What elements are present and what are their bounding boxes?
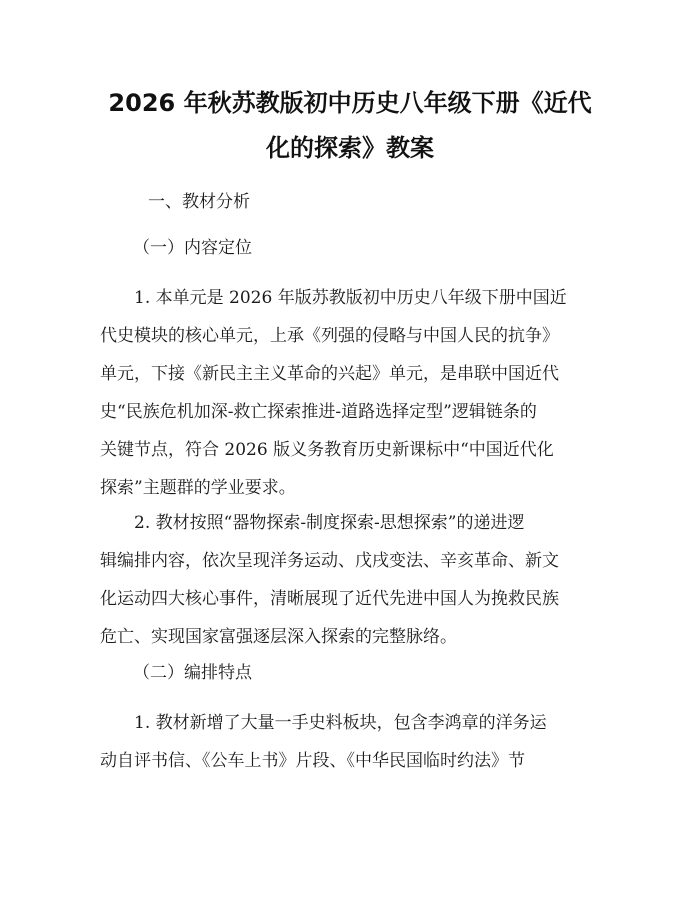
subsection-heading-content-positioning: （一）内容定位 [133, 238, 252, 258]
paragraph-line: 化运动四大核心事件，清晰展现了近代先进中国人为挽救民族 [100, 589, 559, 609]
document-title-line-2: 化的探索》教案 [266, 134, 434, 162]
paragraph-line: 探索”主题群的学业要求。 [100, 478, 296, 498]
paragraph-content-order [100, 512, 600, 664]
paragraph-unit-positioning [100, 287, 600, 515]
paragraph-line: 关键节点，符合 2026 版义务教育历史新课标中“中国近代化 [100, 440, 554, 460]
paragraph-line: 动自评书信、《公车上书》片段、《中华民国临时约法》节 [100, 751, 525, 771]
paragraph-line: 代史模块的核心单元，上承《列强的侵略与中国人民的抗争》 [100, 326, 559, 346]
paragraph-line: 1. 本单元是 2026 年版苏教版初中历史八年级下册中国近 [134, 288, 567, 308]
subsection-heading-layout-features: （二）编排特点 [133, 663, 252, 683]
paragraph-primary-sources [100, 712, 600, 788]
paragraph-line: 史“民族危机加深-救亡探索推进-道路选择定型”逻辑链条的 [100, 402, 537, 422]
paragraph-line: 2. 教材按照“器物探索-制度探索-思想探索”的递进逻 [134, 513, 525, 533]
section-heading-textbook-analysis: 一、教材分析 [148, 192, 250, 212]
document-title-line-1: 2026 年秋苏教版初中历史八年级下册《近代 [108, 89, 592, 117]
paragraph-line: 危亡、实现国家富强逐层深入探索的完整脉络。 [100, 627, 457, 647]
paragraph-line: 单元，下接《新民主主义革命的兴起》单元，是串联中国近代 [100, 364, 559, 384]
paragraph-line: 1. 教材新增了大量一手史料板块，包含李鸿章的洋务运 [134, 713, 547, 733]
paragraph-line: 辑编排内容，依次呈现洋务运动、戊戌变法、辛亥革命、新文 [100, 551, 559, 571]
